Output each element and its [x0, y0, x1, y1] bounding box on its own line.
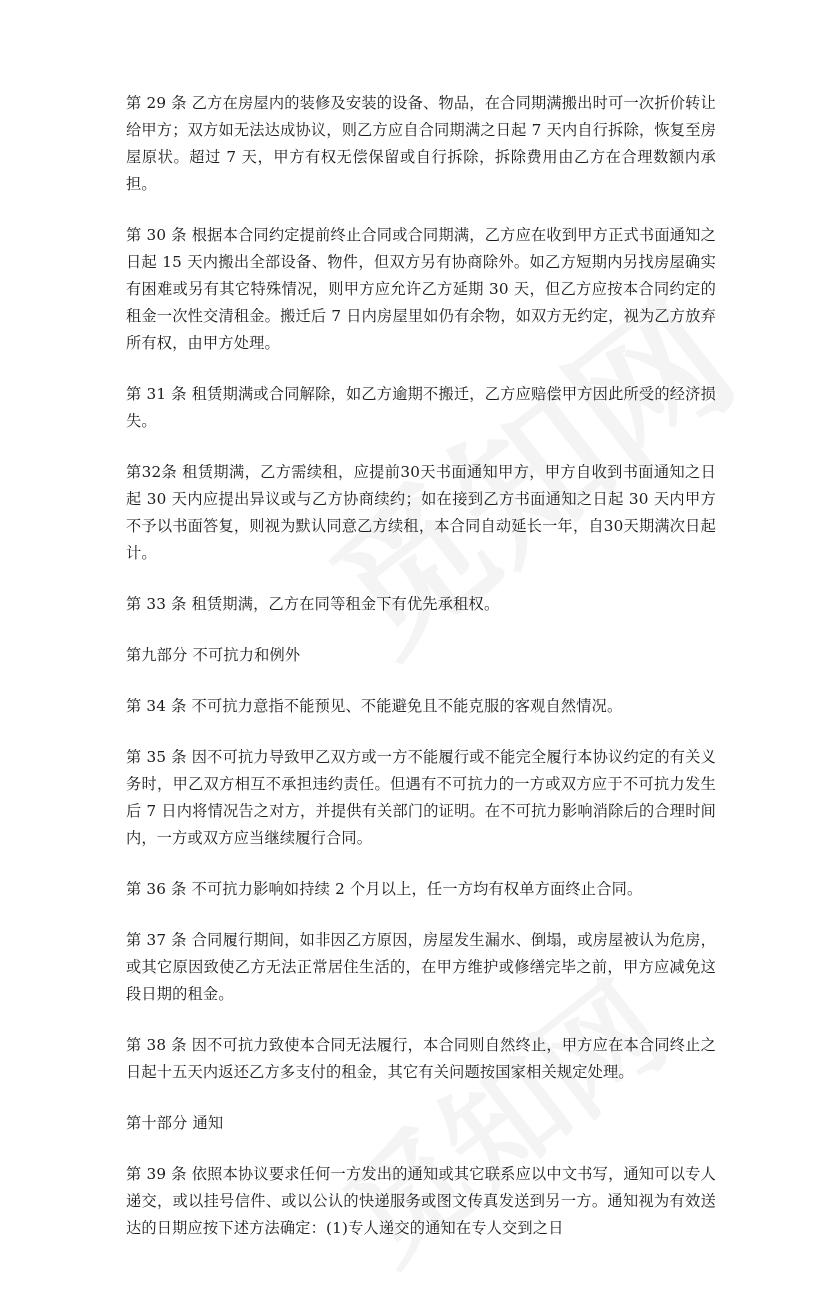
article-29: 第 29 条 乙方在房屋内的装修及安装的设备、物品，在合同期满搬出时可一次折价转让给甲方；双方如无法达成协议，则乙方应自合同期满之日起 7 天内自行拆除，恢复至房屋原状。超过 7 天，甲方有权无偿保留或自行拆除，拆除费用由乙方在合理数额内承担。 — [126, 94, 716, 193]
article-33: 第 33 条 租赁期满，乙方在同等租金下有优先承租权。 — [126, 595, 500, 613]
article-37: 第 37 条 合同履行期间，如非因乙方原因，房屋发生漏水、倒塌，或房屋被认为危房，或其它原因致使乙方无法正常居住生活的，在甲方维护或修缮完毕之前，甲方应减免这段日期的租金。 — [126, 931, 716, 1003]
section-heading-9: 第九部分 不可抗力和例外 — [126, 646, 301, 664]
document-body — [126, 90, 716, 1266]
article-35: 第 35 条 因不可抗力导致甲乙双方或一方不能履行或不能完全履行本协议约定的有关义务时，甲乙双方相互不承担违约责任。但遇有不可抗力的一方或双方应于不可抗力发生后 7 日内将情况告之对方，并提供有关部门的证明。在不可抗力影响消除后的合理时间内，一方或双方应当继续履行合同。 — [126, 748, 716, 847]
article-32: 第32条 租赁期满，乙方需续租，应提前30天书面通知甲方，甲方自收到书面通知之日起 30 天内应提出异议或与乙方协商续约；如在接到乙方书面通知之日起 30 天内甲方不予以书面答复，则视为默认同意乙方续租，本合同自动延长一年，自30天期满次日起计。 — [126, 463, 716, 562]
article-34: 第 34 条 不可抗力意指不能预见、不能避免且不能克服的客观自然情况。 — [126, 697, 623, 715]
article-39: 第 39 条 依照本协议要求任何一方发出的通知或其它联系应以中文书写，通知可以专人递交，或以挂号信件、或以公认的快递服务或图文传真发送到另一方。通知视为有效送达的日期应按下述方法确定：(1)专人递交的通知在专人交到之日 — [126, 1165, 716, 1237]
article-38: 第 38 条 因不可抗力致使本合同无法履行，本合同则自然终止，甲方应在本合同终止之日起十五天内返还乙方多支付的租金，其它有关问题按国家相关规定处理。 — [126, 1036, 716, 1081]
article-36: 第 36 条 不可抗力影响如持续 2 个月以上，任一方均有权单方面终止合同。 — [126, 880, 643, 898]
article-30: 第 30 条 根据本合同约定提前终止合同或合同期满，乙方应在收到甲方正式书面通知之日起 15 天内搬出全部设备、物件，但双方另有协商除外。如乙方短期内另找房屋确实有困难或另有其它特殊情况，则甲方应允许乙方延期 30 天，但乙方应按本合同约定的租金一次性交清租金。搬迁后 7 日内房屋里如仍有余物，如双方无约定，视为乙方放弃所有权，由甲方处理。 — [126, 226, 716, 352]
article-31: 第 31 条 租赁期满或合同解除，如乙方逾期不搬迁，乙方应赔偿甲方因此所受的经济损失。 — [126, 385, 716, 430]
section-heading-10: 第十部分 通知 — [126, 1114, 224, 1132]
